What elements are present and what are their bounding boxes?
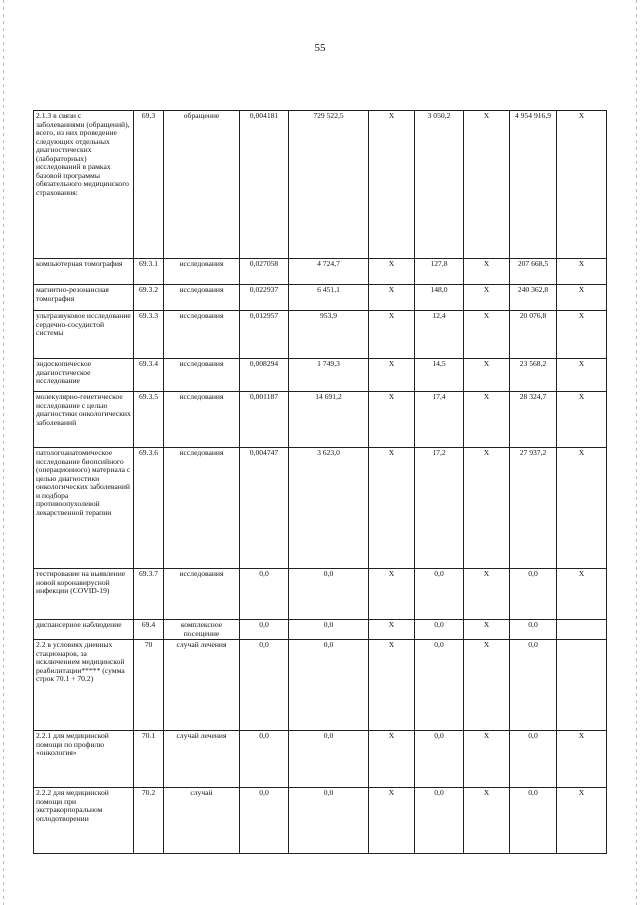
table-row bbox=[34, 788, 607, 854]
cell-name: 2.2.1 для медицинской помощи по профилю «онкология» bbox=[34, 731, 134, 788]
cell-total2: 23 568,2 bbox=[510, 359, 557, 392]
cell-cost: 0,0 bbox=[289, 731, 369, 788]
cell-volume: 0,004747 bbox=[240, 448, 289, 569]
cell-total2: 0,0 bbox=[510, 731, 557, 788]
cell-volume: 0,0 bbox=[240, 620, 289, 640]
cell-unit: исследования bbox=[164, 569, 240, 620]
cell-x3: X bbox=[557, 359, 607, 392]
cell-x2: X bbox=[464, 111, 510, 259]
cell-x2: X bbox=[464, 620, 510, 640]
cell-x2: X bbox=[464, 392, 510, 448]
cell-x3: X bbox=[557, 311, 607, 359]
cell-name: патологоанатомическое исследование биопсийного (операционного) материала с целью диагностики онкологических заболеваний и подбора противоопухолевой лекарственной терапии bbox=[34, 448, 134, 569]
cell-x1: X bbox=[369, 448, 415, 569]
cell-row: 69.3.4 bbox=[134, 359, 164, 392]
cell-row: 69.3.6 bbox=[134, 448, 164, 569]
scan-right-edge bbox=[636, 0, 637, 905]
cell-cost: 6 451,1 bbox=[289, 285, 369, 311]
cell-name: молекулярно-генетическое исследование с целью диагностики онкологических заболеваний bbox=[34, 392, 134, 448]
cell-unit: случай bbox=[164, 788, 240, 854]
table-row bbox=[34, 731, 607, 788]
cell-cost: 729 522,5 bbox=[289, 111, 369, 259]
cell-x1: X bbox=[369, 311, 415, 359]
cell-cost: 3 623,0 bbox=[289, 448, 369, 569]
cell-row: 69.3 bbox=[134, 111, 164, 259]
cell-total1: 0,0 bbox=[415, 569, 464, 620]
cell-unit: исследования bbox=[164, 359, 240, 392]
cell-cost: 14 691,2 bbox=[289, 392, 369, 448]
cell-x1: X bbox=[369, 731, 415, 788]
cell-name: магнитно-резонансная томография bbox=[34, 285, 134, 311]
cell-name: тестирование на выявление новой коронавирусной инфекции (COVID-19) bbox=[34, 569, 134, 620]
table-row bbox=[34, 620, 607, 640]
cell-cost: 4 724,7 bbox=[289, 259, 369, 285]
cell-name: 2.2 в условиях дневных стационаров, за исключением медицинской реабилитации***** (сумма строк 70.1 + 70.2) bbox=[34, 640, 134, 731]
cell-row: 69.3.2 bbox=[134, 285, 164, 311]
cell-row: 70.2 bbox=[134, 788, 164, 854]
cell-total2: 20 076,8 bbox=[510, 311, 557, 359]
cell-total2: 0,0 bbox=[510, 640, 557, 731]
cell-row: 69.3.3 bbox=[134, 311, 164, 359]
cell-unit: исследования bbox=[164, 285, 240, 311]
table-row bbox=[34, 569, 607, 620]
cell-total2: 4 954 916,9 bbox=[510, 111, 557, 259]
cell-total2: 0,0 bbox=[510, 620, 557, 640]
cell-x1: X bbox=[369, 285, 415, 311]
cell-row: 70.1 bbox=[134, 731, 164, 788]
cell-total2: 0,0 bbox=[510, 788, 557, 854]
cell-x3: X bbox=[557, 259, 607, 285]
cell-total1: 0,0 bbox=[415, 640, 464, 731]
table-row bbox=[34, 259, 607, 285]
cell-name: компьютерная томография bbox=[34, 259, 134, 285]
table-row bbox=[34, 359, 607, 392]
cell-volume: 0,0 bbox=[240, 640, 289, 731]
cell-total2: 240 362,8 bbox=[510, 285, 557, 311]
cell-name: ультразвуковое исследование сердечно-сосудистой системы bbox=[34, 311, 134, 359]
cell-volume: 0,008294 bbox=[240, 359, 289, 392]
cell-x2: X bbox=[464, 359, 510, 392]
cell-volume: 0,0 bbox=[240, 569, 289, 620]
cell-x1: X bbox=[369, 359, 415, 392]
cell-total1: 127,8 bbox=[415, 259, 464, 285]
cell-total2: 28 324,7 bbox=[510, 392, 557, 448]
cell-total1: 0,0 bbox=[415, 731, 464, 788]
table-row bbox=[34, 285, 607, 311]
cell-unit: исследования bbox=[164, 392, 240, 448]
cell-x3: X bbox=[557, 111, 607, 259]
cell-x2: X bbox=[464, 569, 510, 620]
cell-cost: 1 749,3 bbox=[289, 359, 369, 392]
cell-total1: 0,0 bbox=[415, 620, 464, 640]
table-row bbox=[34, 448, 607, 569]
cell-cost: 953,9 bbox=[289, 311, 369, 359]
cell-x2: X bbox=[464, 731, 510, 788]
cell-cost: 0,0 bbox=[289, 788, 369, 854]
cell-total1: 12,4 bbox=[415, 311, 464, 359]
table-row bbox=[34, 392, 607, 448]
cell-volume: 0,001187 bbox=[240, 392, 289, 448]
cell-x1: X bbox=[369, 111, 415, 259]
cell-x3: X bbox=[557, 448, 607, 569]
scan-left-edge bbox=[3, 0, 4, 905]
cell-x1: X bbox=[369, 392, 415, 448]
cell-x3: X bbox=[557, 731, 607, 788]
cell-x2: X bbox=[464, 285, 510, 311]
cell-cost: 0,0 bbox=[289, 640, 369, 731]
cell-x3 bbox=[557, 640, 607, 731]
cell-x2: X bbox=[464, 448, 510, 569]
cell-x3: X bbox=[557, 285, 607, 311]
cell-cost: 0,0 bbox=[289, 620, 369, 640]
cell-cost: 0,0 bbox=[289, 569, 369, 620]
cell-unit: исследования bbox=[164, 448, 240, 569]
cell-unit: комплексное посещение bbox=[164, 620, 240, 640]
cell-total1: 148,0 bbox=[415, 285, 464, 311]
cell-volume: 0,027058 bbox=[240, 259, 289, 285]
cell-volume: 0,0 bbox=[240, 731, 289, 788]
cell-total2: 0,0 bbox=[510, 569, 557, 620]
cell-x3: X bbox=[557, 392, 607, 448]
cell-volume: 0,012957 bbox=[240, 311, 289, 359]
cell-volume: 0,022937 bbox=[240, 285, 289, 311]
cell-x2: X bbox=[464, 788, 510, 854]
cell-x1: X bbox=[369, 788, 415, 854]
cell-row: 69.3.7 bbox=[134, 569, 164, 620]
cell-x3: X bbox=[557, 569, 607, 620]
page-number: 55 bbox=[314, 42, 326, 54]
cell-name: 2.1.3 в связи с заболеваниями (обращений), всего, из них проведение следующих отдельных диагностических (лабораторных) исследований в рамках базовой программы обязательного медицинского страхования: bbox=[34, 111, 134, 259]
data-table bbox=[33, 110, 607, 854]
cell-total1: 17,4 bbox=[415, 392, 464, 448]
cell-total1: 14,5 bbox=[415, 359, 464, 392]
cell-unit: случай лечения bbox=[164, 731, 240, 788]
cell-total1: 17,2 bbox=[415, 448, 464, 569]
cell-name: эндоскопическое диагностическое исследование bbox=[34, 359, 134, 392]
cell-x1: X bbox=[369, 640, 415, 731]
cell-x1: X bbox=[369, 620, 415, 640]
cell-row: 69.3.1 bbox=[134, 259, 164, 285]
cell-x1: X bbox=[369, 259, 415, 285]
cell-x3 bbox=[557, 620, 607, 640]
cell-volume: 0,0 bbox=[240, 788, 289, 854]
cell-x2: X bbox=[464, 640, 510, 731]
cell-x2: X bbox=[464, 259, 510, 285]
cell-total1: 0,0 bbox=[415, 788, 464, 854]
cell-total2: 207 668,5 bbox=[510, 259, 557, 285]
cell-row: 69.3.5 bbox=[134, 392, 164, 448]
table-row bbox=[34, 640, 607, 731]
table-row bbox=[34, 311, 607, 359]
cell-volume: 0,004181 bbox=[240, 111, 289, 259]
cell-unit: обращение bbox=[164, 111, 240, 259]
cell-name: 2.2.2 для медицинской помощи при экстракорпоральном оплодотворении bbox=[34, 788, 134, 854]
cell-row: 70 bbox=[134, 640, 164, 731]
cell-total2: 27 937,2 bbox=[510, 448, 557, 569]
cell-unit: исследования bbox=[164, 311, 240, 359]
cell-unit: случай лечения bbox=[164, 640, 240, 731]
cell-row: 69.4 bbox=[134, 620, 164, 640]
cell-total1: 3 050,2 bbox=[415, 111, 464, 259]
cell-x3: X bbox=[557, 788, 607, 854]
table-row bbox=[34, 111, 607, 259]
cell-name: диспансерное наблюдение bbox=[34, 620, 134, 640]
cell-x1: X bbox=[369, 569, 415, 620]
cell-unit: исследования bbox=[164, 259, 240, 285]
cell-x2: X bbox=[464, 311, 510, 359]
